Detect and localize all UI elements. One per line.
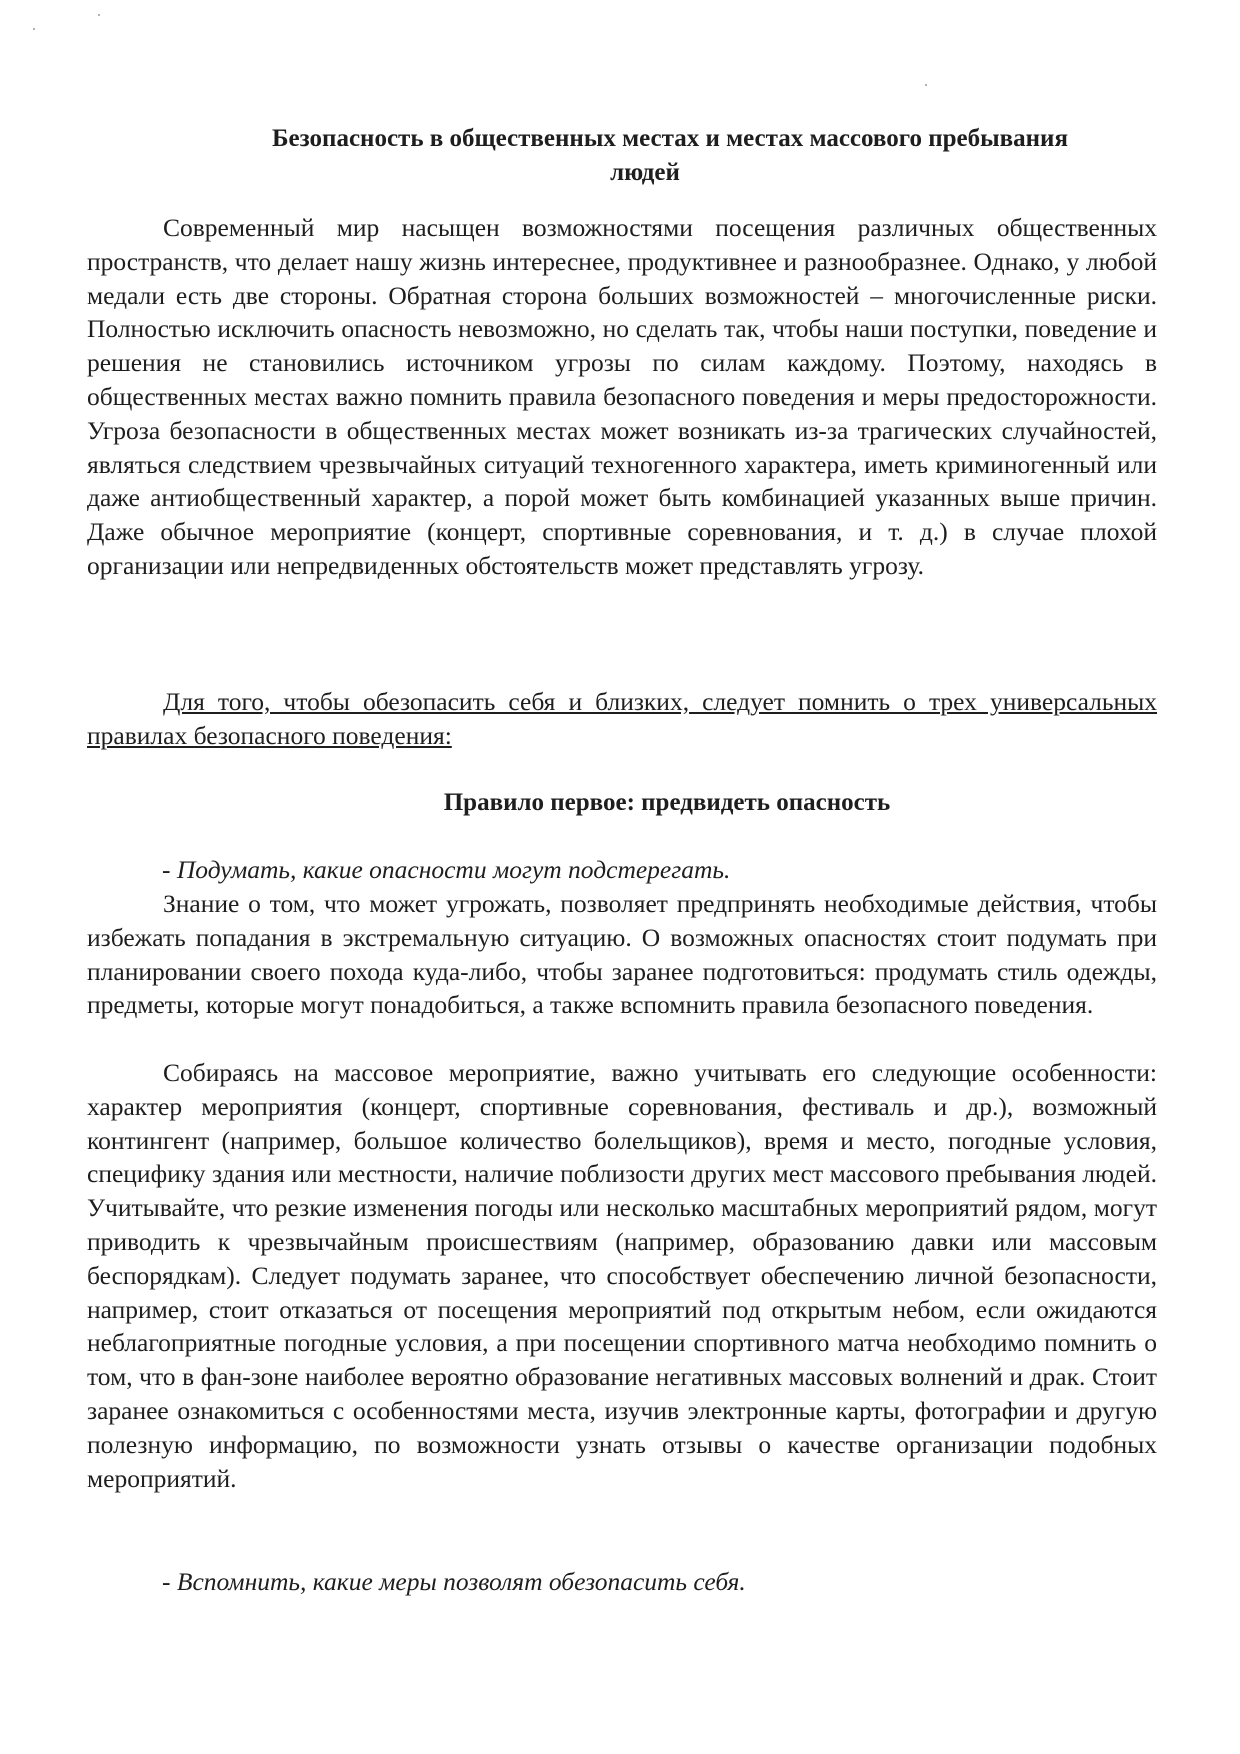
list-item: - Подумать, какие опасности могут подстерегать. xyxy=(162,855,731,884)
document-title-continuation: людей xyxy=(610,159,680,186)
scan-speck xyxy=(33,28,35,30)
body-paragraph: Собираясь на массовое мероприятие, важно учитывать его следующие особенности: характер мероприятия (концерт, спортивные соревнования, фестиваль и др.), возможный контингент (например, большое количество болельщиков), время и место, погодные условия, специфику здания или местности, наличие поблизости других мест массового пребывания людей. Учитывайте, что резкие изменения погоды или несколько масштабных мероприятий рядом, могут приводить к чрезвычайным происшествиям (например, образованию давки или массовым беспорядкам). Следует подумать заранее, что способствует обеспечению личной безопасности, например, стоит отказаться от посещения мероприятий под открытым небом, если ожидаются неблагоприятные погодные условия, а при посещении спортивного матча необходимо помнить о том, что в фан-зоне наиболее вероятно образование негативных массовых волнений и драк. Стоит заранее ознакомиться с особенностями места, изучив электронные карты, фотографии и другую полезную информацию, по возможности узнать отзывы о качестве организации подобных мероприятий. xyxy=(87,1058,1157,1493)
rules-intro-paragraph: Для того, чтобы обезопасить себя и близких, следует помнить о трех универсальных правилах безопасного поведения: xyxy=(87,687,1157,750)
scan-speck xyxy=(98,14,100,16)
list-item: - Вспомнить, какие меры позволят обезопасить себя. xyxy=(162,1567,746,1596)
intro-paragraph: Современный мир насыщен возможностями посещения различных общественных пространств, что делает нашу жизнь интереснее, продуктивнее и разнообразнее. Однако, у любой медали есть две стороны. Обратная сторона больших возможностей – многочисленные риски. Полностью исключить опасность невозможно, но сделать так, чтобы наши поступки, поведение и решения не становились источником угрозы по силам каждому. Поэтому, находясь в общественных местах важно помнить правила безопасного поведения и меры предосторожности. Угроза безопасности в общественных местах может возникать из-за трагических случайностей, являться следствием чрезвычайных ситуаций техногенного характера, иметь криминогенный или даже антиобщественный характер, а порой может быть комбинацией указанных выше причин. Даже обычное мероприятие (концерт, спортивные соревнования, и т. д.) в случае плохой организации или непредвиденных обстоятельств может представлять угрозу. xyxy=(87,213,1157,580)
document-title: Безопасность в общественных местах и местах массового пребывания xyxy=(272,125,1068,152)
rule-one-heading: Правило первое: предвидеть опасность xyxy=(443,789,891,816)
body-paragraph: Знание о том, что может угрожать, позволяет предпринять необходимые действия, чтобы избежать попадания в экстремальную ситуацию. О возможных опасностях стоит подумать при планировании своего похода куда-либо, чтобы заранее подготовиться: продумать стиль одежды, предметы, которые могут понадобиться, а также вспомнить правила безопасного поведения. xyxy=(87,889,1157,1020)
scan-speck xyxy=(925,84,927,86)
